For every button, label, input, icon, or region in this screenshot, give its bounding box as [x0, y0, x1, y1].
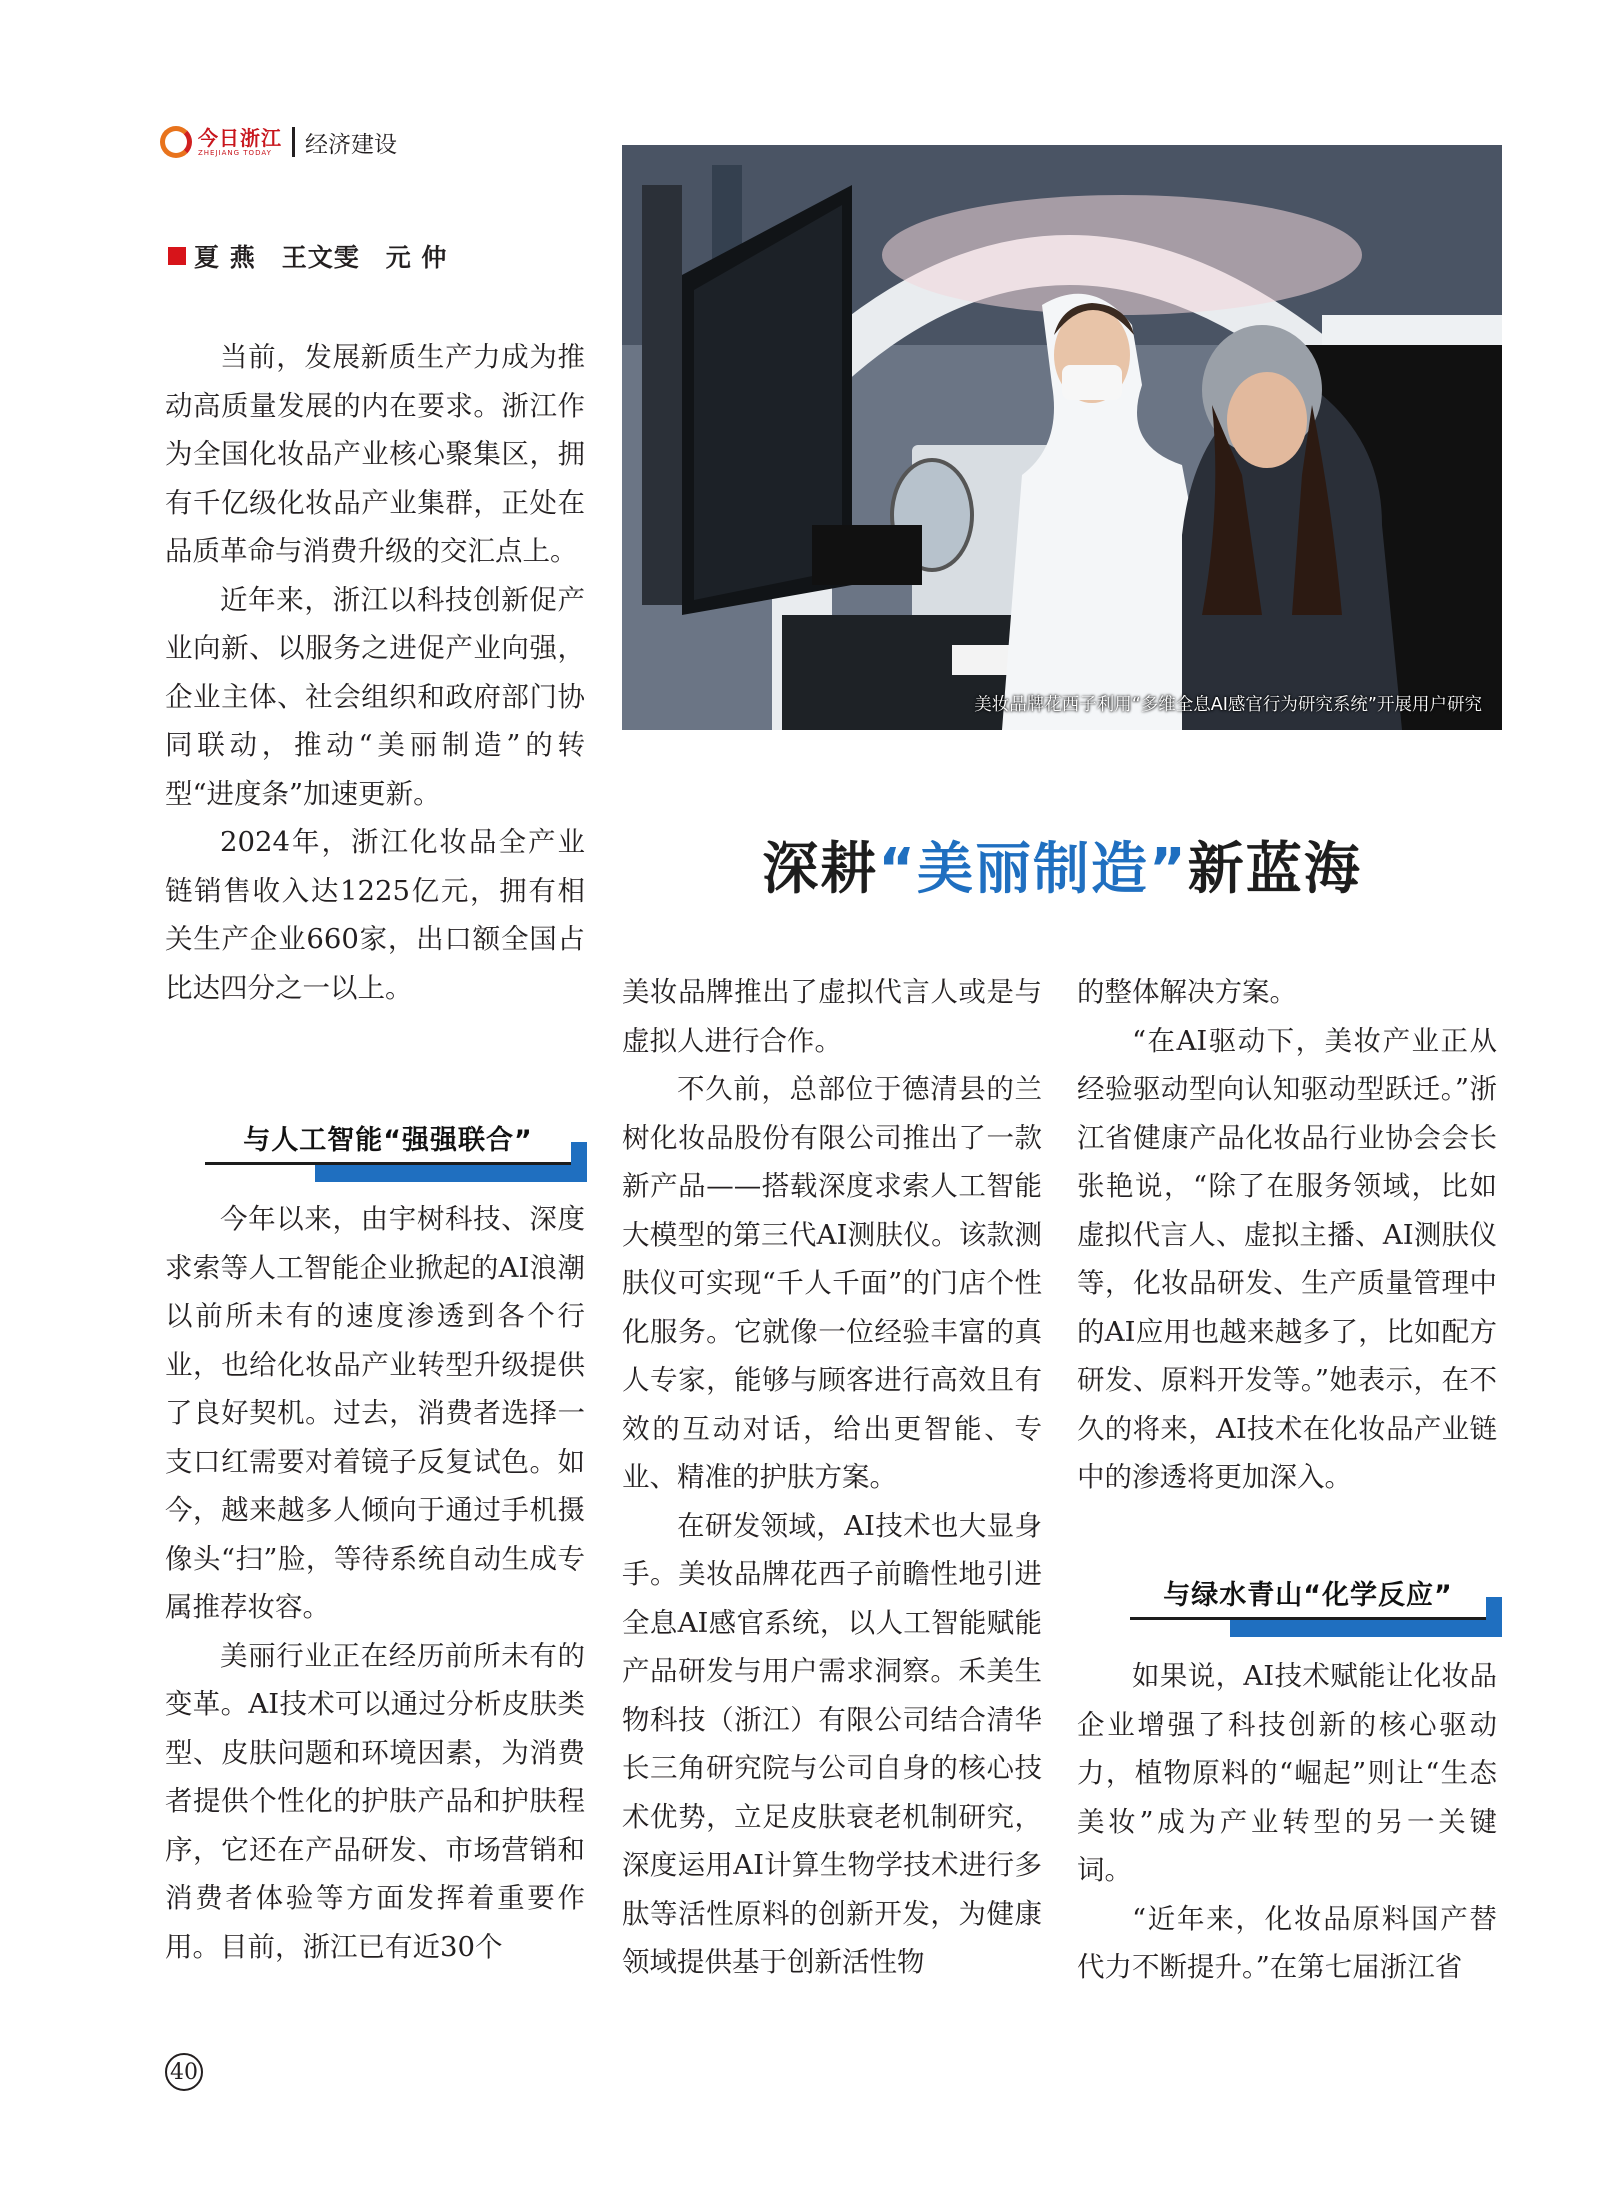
subheading-ecology — [1130, 1567, 1502, 1637]
logo-chinese-name: 今日浙江 — [198, 125, 282, 150]
paragraph: 美丽行业正在经历前所未有的变革。AI技术可以通过分析皮肤类型、皮肤问题和环境因素，为消费者提供个性化的护肤产品和护肤程序，它还在产品研发、市场营销和消费者体验等方面发挥着重要作用。目前，浙江已有近30个 — [165, 1639, 585, 1963]
column-2 — [622, 968, 1042, 1987]
paragraph: 2024年，浙江化妆品全产业链销售收入达1225亿元，拥有相关生产企业660家，出口额全国占比达四分之一以上。 — [165, 826, 585, 1004]
section-name: 经济建设 — [305, 131, 397, 158]
header-divider — [292, 127, 295, 157]
paragraph: 当前，发展新质生产力成为推动高质量发展的内在要求。浙江作为全国化妆品产业核心聚集区，拥有千亿级化妆品产业集群，正处在品质革命与消费升级的交汇点上。 — [165, 341, 585, 567]
paragraph: 如果说，AI技术赋能让化妆品企业增强了科技创新的核心驱动力，植物原料的“崛起”则让“生态美妆”成为产业转型的另一关键词。 — [1077, 1660, 1497, 1886]
magazine-logo — [160, 126, 282, 158]
paragraph: 不久前，总部位于德清县的兰树化妆品股份有限公司推出了一款新产品——搭载深度求索人工智能大模型的第三代AI测肤仪。该款测肤仪可实现“千人千面”的门店个性化服务。它就像一位经验丰富的真人专家，能够与顾客进行高效且有效的互动对话，给出更智能、专业、精准的护肤方案。 — [622, 1073, 1042, 1493]
page-header — [160, 120, 397, 164]
paragraph: “在AI驱动下，美妆产业正从经验驱动型向认知驱动型跃迁。”浙江省健康产品化妆品行业协会会长张艳说，“除了在服务领域，比如虚拟代言人、虚拟主播、AI测肤仪等，化妆品研发、生产质量管理中的AI应用也越来越多了，比如配方研发、原料开发等。”她表示，在不久的将来，AI技术在化妆品产业链中的渗透将更加深入。 — [1077, 1024, 1497, 1493]
column-1-body — [165, 1195, 585, 1971]
title-suffix: 新蓝海 — [1187, 836, 1362, 902]
column-3 — [1077, 968, 1497, 1502]
logo-english-name: ZHEJIANG TODAY — [198, 148, 272, 157]
title-highlight: “美丽制造” — [878, 837, 1188, 902]
paragraph: 今年以来，由宇树科技、深度求索等人工智能企业掀起的AI浪潮以前所未有的速度渗透到各个行业，也给化妆品产业转型升级提供了良好契机。过去，消费者选择一支口红需要对着镜子反复试色。如今，越来越多人倾向于通过手机摄像头“扫”脸，等待系统自动生成专属推荐妆容。 — [165, 1203, 585, 1623]
column-3-body — [1077, 1652, 1497, 1992]
article-title — [622, 825, 1502, 905]
article-photo — [622, 145, 1502, 730]
logo-swirl-icon — [160, 126, 192, 158]
paragraph-continuation: 的整体解决方案。 — [1077, 976, 1297, 1008]
page-number: 40 — [165, 2053, 203, 2091]
subheading-text: 与绿水青山“化学反应” — [1163, 1579, 1453, 1611]
author-marker-icon — [168, 247, 186, 265]
paragraph: 在研发领域，AI技术也大显身手。美妆品牌花西子前瞻性地引进全息AI感官系统，以人工智能赋能产品研发与用户需求洞察。禾美生物科技（浙江）有限公司结合清华长三角研究院与公司自身的核心技术优势，立足皮肤衰老机制研究，深度运用AI计算生物学技术进行多肽等活性原料的创新开发，为健康领域提供基于创新活性物 — [622, 1509, 1042, 1978]
paragraph-continuation: 美妆品牌推出了虚拟代言人或是与虚拟人进行合作。 — [622, 976, 1042, 1057]
column-1-intro — [165, 333, 585, 1012]
photo-illustration — [622, 145, 1502, 730]
subheading-text: 与人工智能“强强联合” — [243, 1124, 533, 1156]
title-prefix: 深耕 — [762, 836, 879, 902]
author-names: 夏 燕 王文雯 元 仲 — [194, 243, 448, 272]
author-line — [168, 238, 447, 274]
subheading-ai — [205, 1112, 587, 1182]
photo-caption: 美妆品牌花西子利用“多维全息AI感官行为研究系统”开展用户研究 — [974, 695, 1482, 715]
paragraph: “近年来，化妆品原料国产替代力不断提升。”在第七届浙江省 — [1077, 1902, 1497, 1983]
paragraph: 近年来，浙江以科技创新促产业向新、以服务之进促产业向强，企业主体、社会组织和政府部门协同联动，推动“美丽制造”的转型“进度条”加速更新。 — [165, 583, 585, 810]
